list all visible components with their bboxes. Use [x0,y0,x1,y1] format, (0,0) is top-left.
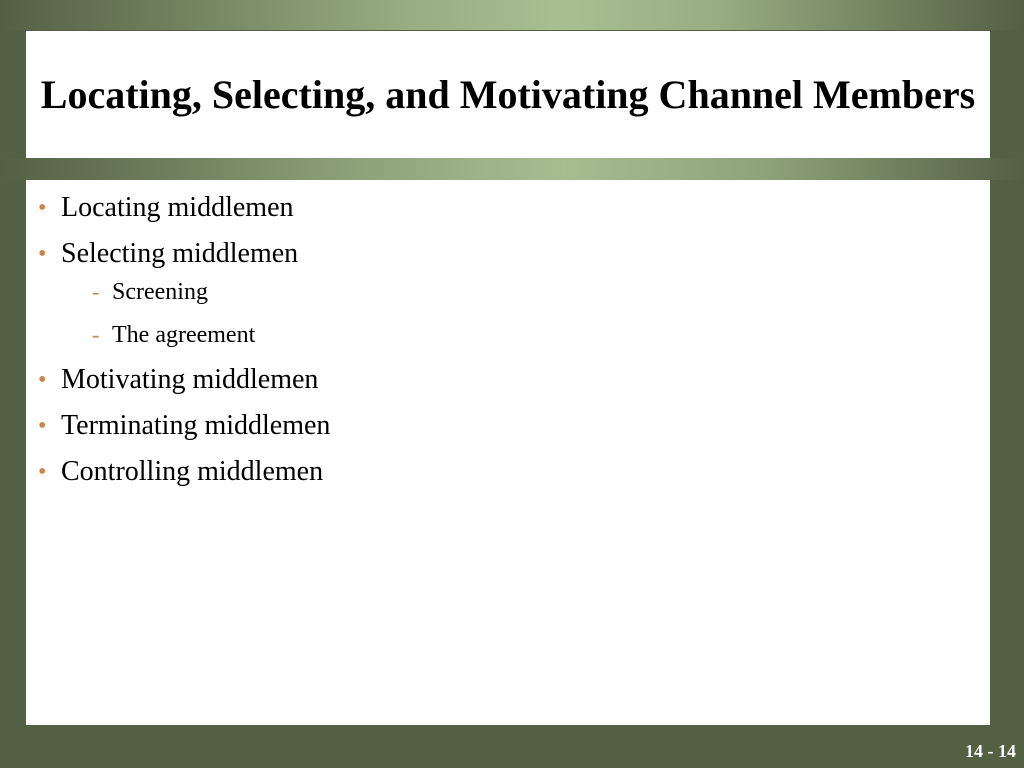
divider-decorative-band [0,158,1024,180]
bullet-text: Locating middlemen [61,192,294,223]
bullet-item-locating [26,192,990,224]
sub-bullet-list [61,278,990,349]
bullet-text: Controlling middlemen [61,456,324,487]
bullet-text: Motivating middlemen [61,364,319,395]
bullet-item-terminating [26,410,990,442]
sub-bullet-agreement [61,321,990,349]
bullet-icon: • [38,241,47,267]
dash-icon: - [92,322,100,347]
bullet-text: Terminating middlemen [61,410,331,441]
bullet-icon: • [38,413,47,439]
sub-bullet-text: The agreement [112,322,256,348]
bullet-item-selecting [26,238,990,349]
bullet-icon: • [38,195,47,221]
page-number: 14 - 14 [965,741,1016,761]
bullet-list [26,180,990,488]
dash-icon: - [92,279,100,304]
bullet-icon: • [38,367,47,393]
bullet-text: Selecting middlemen [61,238,299,269]
top-decorative-band [0,0,1024,30]
title-panel [26,31,990,158]
sub-bullet-screening [61,278,990,306]
bullet-icon: • [38,459,47,485]
bullet-item-motivating [26,364,990,396]
content-panel [26,180,990,725]
slide-title: Locating, Selecting, and Motivating Channel Members [40,71,976,117]
bullet-item-controlling [26,456,990,488]
sub-bullet-text: Screening [112,279,208,305]
